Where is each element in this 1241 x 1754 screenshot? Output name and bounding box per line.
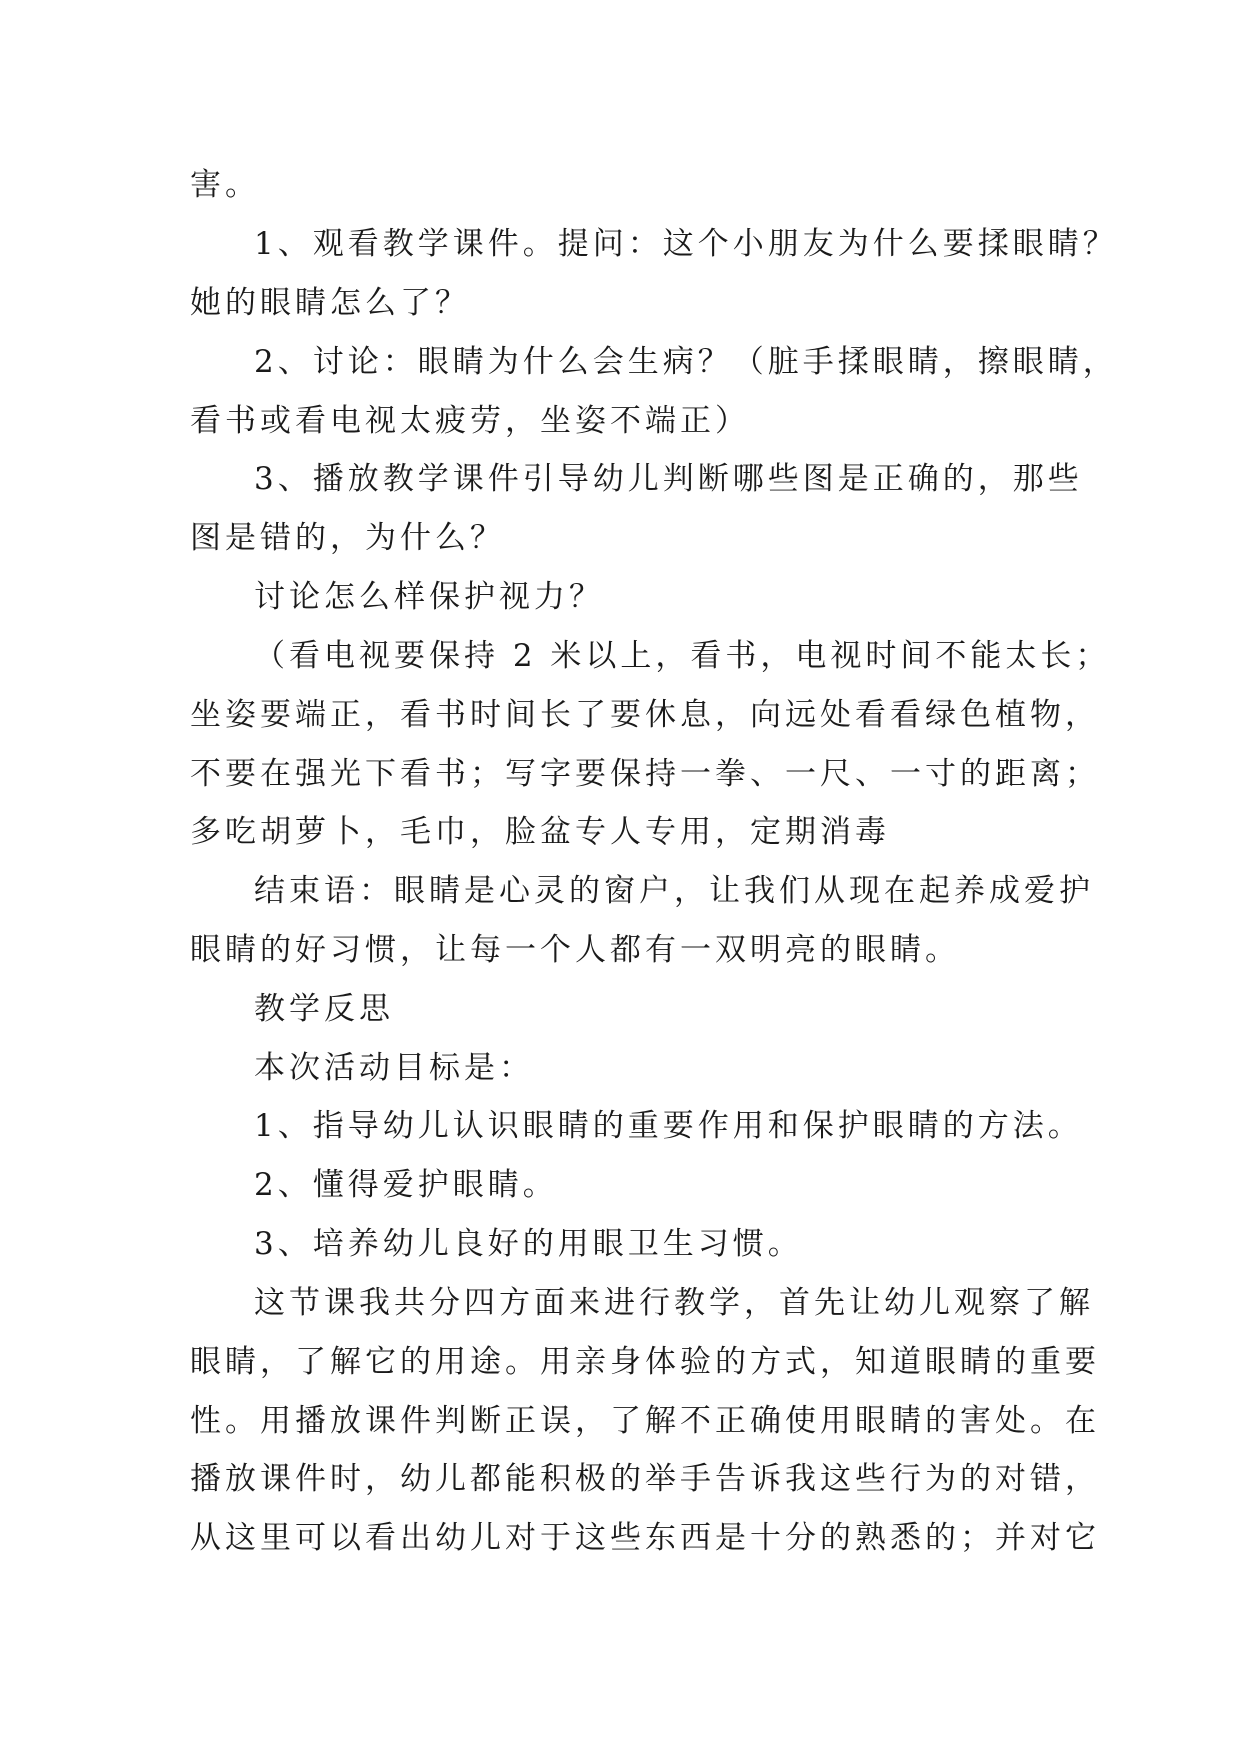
text-line: 从这里可以看出幼儿对于这些东西是十分的熟悉的；并对它 [190, 1520, 1100, 1556]
text-line: 看书或看电视太疲劳，坐姿不端正） [190, 403, 750, 439]
text-line: 她的眼睛怎么了？ [190, 285, 470, 321]
text-line: 眼睛的好习惯，让每一个人都有一双明亮的眼睛。 [190, 932, 960, 968]
text-line: 坐姿要端正，看书时间长了要休息，向远处看看绿色植物， [190, 697, 1100, 733]
text-line: 图是错的，为什么？ [190, 520, 505, 556]
text-line: 3、培养幼儿良好的用眼卫生习惯。 [254, 1226, 803, 1262]
text-line: 教学反思 [254, 991, 394, 1027]
text-line: （看电视要保持 2 米以上，看书，电视时间不能太长； [254, 638, 1111, 674]
text-line: 2、懂得爱护眼睛。 [254, 1167, 558, 1203]
text-line: 播放课件时，幼儿都能积极的举手告诉我这些行为的对错， [190, 1461, 1100, 1497]
text-line: 不要在强光下看书；写字要保持一拳、一尺、一寸的距离； [190, 756, 1100, 792]
text-line: 1、指导幼儿认识眼睛的重要作用和保护眼睛的方法。 [254, 1108, 1083, 1144]
text-line: 眼睛，了解它的用途。用亲身体验的方式，知道眼睛的重要 [190, 1344, 1100, 1380]
text-line: 本次活动目标是： [254, 1050, 534, 1086]
text-line: 3、播放教学课件引导幼儿判断哪些图是正确的，那些 [254, 461, 1083, 497]
text-line: 1、观看教学课件。提问：这个小朋友为什么要揉眼睛？ [254, 226, 1118, 262]
text-line: 结束语：眼睛是心灵的窗户，让我们从现在起养成爱护 [254, 873, 1094, 909]
text-line: 性。用播放课件判断正误，了解不正确使用眼睛的害处。在 [190, 1403, 1100, 1439]
text-line: 害。 [190, 167, 260, 203]
text-line: 这节课我共分四方面来进行教学，首先让幼儿观察了解 [254, 1285, 1094, 1321]
text-line: 讨论怎么样保护视力？ [254, 579, 604, 615]
text-line: 多吃胡萝卜，毛巾，脸盆专人专用，定期消毒 [190, 814, 890, 850]
text-line: 2、讨论：眼睛为什么会生病？（脏手揉眼睛，擦眼睛， [254, 344, 1118, 380]
